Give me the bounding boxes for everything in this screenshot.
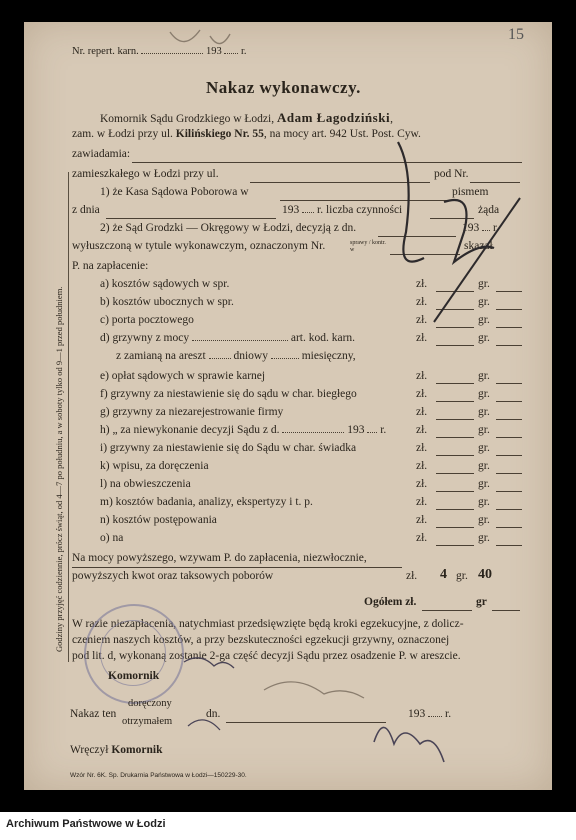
warning-line-1: W razie niezapłacenia, natychmiast przedsięwzięte będą kroki egzekucyjne, z dolicz-: [72, 618, 464, 630]
item-zl-label: zł.: [416, 532, 428, 544]
clause-2-end: 193 r.: [462, 222, 500, 234]
clause-1-end: pismem: [452, 186, 489, 198]
item-i: i) grzywny za niestawienie się do Sądu w char. świadka: [100, 442, 357, 454]
handed-line: Wręczył Komornik: [70, 744, 163, 756]
item-d: d) grzywny z mocy art. kod. karn.: [100, 332, 356, 344]
handwritten-annotations: [24, 22, 552, 790]
item-b: b) kosztów ubocznych w spr.: [100, 296, 234, 308]
item-m: m) kosztów badania, analizy, ekspertyzy i t. p.: [100, 496, 313, 508]
intro-line-2: zam. w Łodzi przy ul. Kilińskiego Nr. 55, na mocy art. 942 Ust. Post. Cyw.: [72, 128, 421, 140]
item-gr-label: gr.: [478, 460, 490, 472]
summons-line-1: Na mocy powyższego, wzywam P. do zapłacenia, niezwłocznie,: [72, 552, 367, 564]
item-zl-label: zł.: [416, 332, 428, 344]
clause-1b: z dnia: [72, 204, 100, 216]
clause-1: 1) że Kasa Sądowa Poborowa w: [100, 186, 249, 198]
archive-footer: Archiwum Państwowe w Łodzi: [6, 818, 166, 830]
clause-2: 2) że Sąd Grodzki — Okręgowy w Łodzi, decyzją z dn.: [100, 222, 357, 234]
notify-label: zawiadamia:: [72, 148, 131, 160]
delivery-nakaz: Nakaz ten: [70, 708, 117, 720]
delivery-doreczony: doręczony: [128, 698, 172, 709]
total-gr-label: gr: [476, 596, 487, 608]
clause-1b-year: 193 r. liczba czynności: [282, 204, 403, 216]
item-l: l) na obwieszczenia: [100, 478, 191, 490]
warning-line-3: pod lit. d, wykonaną zostanie 2-ga część decyzji Sądu przez osadzenie P. w areszcie.: [72, 650, 461, 662]
summons-gr-label: gr.: [456, 570, 468, 582]
side-note: Godziny przyjęć codziennie, prócz świąt, od 4—7 po południu, a w soboty tylko od 9—1 przed południem.: [54, 286, 64, 652]
item-g: g) grzywny za niezarejestrowanie firmy: [100, 406, 284, 418]
print-note: Wzór Nr. 6K. Sp. Drukarnia Państwowa w Łodzi—150229-30.: [70, 772, 247, 779]
item-a: a) kosztów sądowych w spr.: [100, 278, 230, 290]
item-zl-label: zł.: [416, 314, 428, 326]
item-zl-label: zł.: [416, 278, 428, 290]
item-zl-label: zł.: [416, 388, 428, 400]
document-sheet: [24, 22, 552, 790]
delivery-year: 193 r.: [408, 708, 452, 720]
document-title: Nakaz wykonawczy.: [206, 78, 361, 97]
item-zl-label: zł.: [416, 406, 428, 418]
item-gr-label: gr.: [478, 478, 490, 490]
delivery-otrzymalem: otrzymałem: [122, 716, 173, 727]
item-f: f) grzywny za niestawienie się do sądu w char. biegłego: [100, 388, 357, 400]
item-gr-label: gr.: [478, 532, 490, 544]
item-zl-label: zł.: [416, 370, 428, 382]
item-zl-label: zł.: [416, 442, 428, 454]
delivery-dn: dn.: [206, 708, 221, 720]
clause-2b-end: skazał: [464, 240, 493, 252]
item-h: h) „ za niewykonanie decyzji Sądu z d. 193 r.: [100, 424, 387, 436]
komornik-label: Komornik: [108, 670, 160, 682]
item-gr-label: gr.: [478, 388, 490, 400]
item-gr-label: gr.: [478, 370, 490, 382]
total-label: Ogółem zł.: [364, 596, 417, 608]
item-gr-label: gr.: [478, 424, 490, 436]
repert-label: Nr. repert. karn. 193 r.: [72, 46, 247, 57]
summons-line-2: powyższych kwot oraz taksowych poborów: [72, 570, 274, 582]
summons-zl-label: zł.: [406, 570, 418, 582]
item-zl-label: zł.: [416, 496, 428, 508]
summons-zl-value: 4: [440, 567, 447, 582]
item-zl-label: zł.: [416, 424, 428, 436]
resident-line: zamieszkałego w Łodzi przy ul.: [72, 168, 219, 180]
item-gr-label: gr.: [478, 496, 490, 508]
item-gr-label: gr.: [478, 332, 490, 344]
warning-line-2: czeniem naszych kosztów, a przy bezskuteczności egzekucji grzywny, oznaczonej: [72, 634, 450, 646]
item-gr-label: gr.: [478, 442, 490, 454]
item-gr-label: gr.: [478, 278, 490, 290]
item-gr-label: gr.: [478, 314, 490, 326]
clause-2b-small: sprawy / kontr. w: [350, 240, 386, 253]
item-c: c) porta pocztowego: [100, 314, 194, 326]
item-zl-label: zł.: [416, 514, 428, 526]
item-gr-label: gr.: [478, 514, 490, 526]
item-zl-label: zł.: [416, 460, 428, 472]
item-n: n) kosztów postępowania: [100, 514, 217, 526]
page-number: 15: [508, 26, 524, 43]
item-e: e) opłat sądowych w sprawie karnej: [100, 370, 266, 382]
item-gr-label: gr.: [478, 296, 490, 308]
intro-line-1: Komornik Sądu Grodzkiego w Łodzi, Adam Łagodziński,: [100, 110, 393, 125]
resident-nr-label: pod Nr.: [434, 168, 469, 180]
item-o: o) na: [100, 532, 124, 544]
item-zl-label: zł.: [416, 478, 428, 490]
item-d-arrest: z zamianą na areszt dniowy miesięczny,: [116, 350, 356, 362]
item-k: k) wpisu, za doręczenia: [100, 460, 209, 472]
clause-1b-end: żąda: [478, 204, 500, 216]
clause-2b: wyłuszczoną w tytule wykonawczym, oznaczonym Nr.: [72, 240, 326, 252]
clause-2c: P. na zapłacenie:: [72, 260, 149, 272]
summons-gr-value: 40: [478, 567, 492, 582]
item-gr-label: gr.: [478, 406, 490, 418]
item-zl-label: zł.: [416, 296, 428, 308]
